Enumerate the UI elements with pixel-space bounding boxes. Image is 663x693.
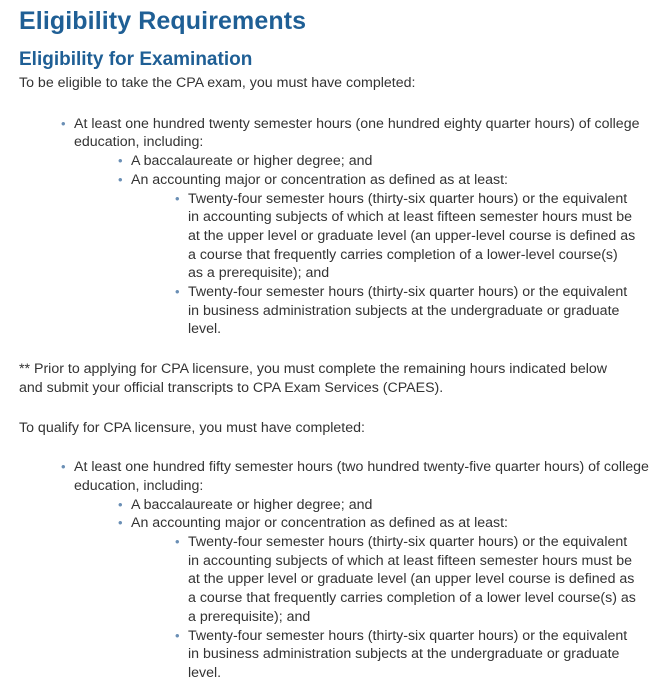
list-item	[188, 190, 636, 284]
licensure-degree-item: A baccalaureate or higher degree; and	[131, 496, 373, 513]
licensure-accounting-hours-item: Twenty-four semester hours (thirty-six quarter hours) or the equivalent in accounting subjects of which at least fifteen semester hours must be at the upper level or graduate level (an upper level course is defined as a course that frequently carries completion of a lower level course(s) as a prerequisite); and	[188, 534, 636, 625]
list-item	[188, 283, 636, 339]
list-item	[131, 496, 659, 515]
exam-sub-sub-list	[131, 190, 636, 340]
list-item	[131, 171, 659, 339]
exam-accounting-major-item: An accounting major or concentration as defined as at least:	[131, 171, 508, 188]
exam-main-item: At least one hundred twenty semester hours (one hundred eighty quarter hours) of college education, including:	[74, 115, 640, 151]
licensure-sub-list	[74, 496, 659, 683]
section-title: Eligibility for Examination	[19, 49, 253, 70]
exam-accounting-hours-item: Twenty-four semester hours (thirty-six quarter hours) or the equivalent in accounting subjects of which at least fifteen semester hours must be at the upper level or graduate level (an upper-level course is defined as a course that frequently carries completion of a lower-level course(s) as a prerequisite); and	[188, 190, 636, 282]
exam-requirements-list	[19, 115, 659, 339]
exam-intro: To be eligible to take the CPA exam, you must have completed:	[19, 75, 416, 91]
list-item	[131, 152, 659, 171]
licensure-sub-sub-list	[131, 533, 636, 683]
licensure-intro: To qualify for CPA licensure, you must have completed:	[19, 419, 365, 436]
exam-sub-list	[74, 152, 659, 339]
list-item	[188, 533, 636, 627]
licensure-note: ** Prior to applying for CPA licensure, you must complete the remaining hours indicated below and submit your official transcripts to CPA Exam Services (CPAES).	[19, 361, 608, 396]
licensure-requirements-list	[19, 458, 659, 682]
exam-business-hours-item: Twenty-four semester hours (thirty-six quarter hours) or the equivalent in business administration subjects at the undergraduate or graduate level.	[188, 284, 628, 338]
licensure-main-item: At least one hundred fifty semester hours (two hundred twenty-five quarter hours) of college education, including:	[74, 459, 649, 494]
licensure-business-hours-item: Twenty-four semester hours (thirty-six quarter hours) or the equivalent in business administration subjects at the undergraduate or graduate level.	[188, 627, 628, 681]
list-item	[188, 627, 636, 683]
page-title: Eligibility Requirements	[19, 7, 307, 35]
licensure-accounting-major-item: An accounting major or concentration as defined as at least:	[131, 515, 508, 532]
exam-degree-item: A baccalaureate or higher degree; and	[131, 153, 373, 170]
list-item	[74, 115, 659, 339]
list-item	[131, 514, 659, 682]
list-item	[74, 458, 659, 682]
